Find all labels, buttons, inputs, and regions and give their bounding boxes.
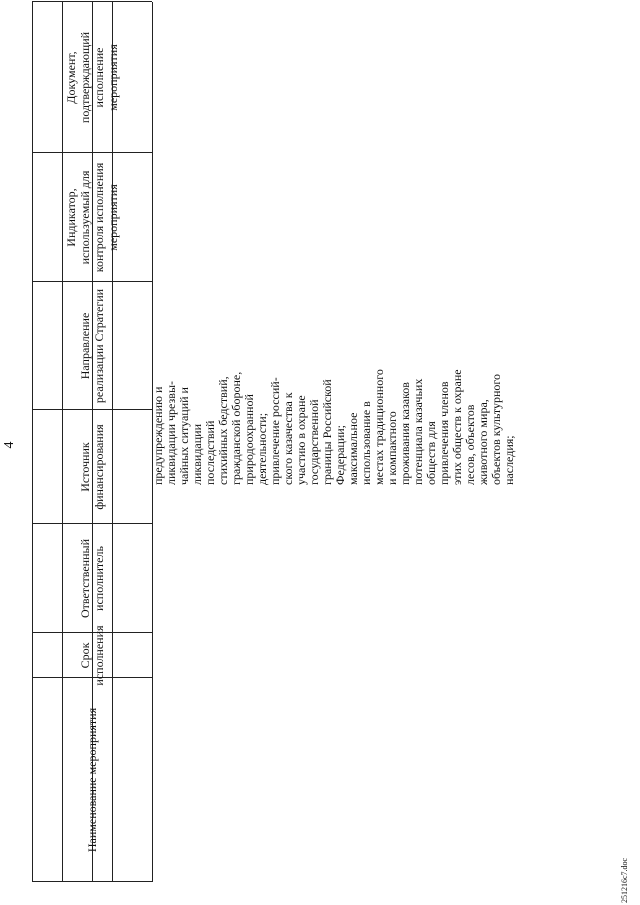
text-line: чайных ситуаций и: [177, 387, 191, 485]
text-line: максимальное: [346, 412, 360, 485]
strategy-direction-text: [152, 140, 516, 485]
text-line: и компактного: [385, 411, 399, 485]
header-confirming-document: [32, 2, 152, 153]
text-line: границы Российской: [320, 379, 334, 485]
header-event-name-line-1: Наименование мероприятия: [85, 707, 99, 853]
text-line: проживания казаков: [398, 382, 412, 485]
text-line: потенциала казачьих: [411, 378, 425, 485]
header-funding-source-line-1: Источник: [78, 442, 92, 492]
text-line: стихийных бедствий,: [216, 376, 230, 485]
text-line: гражданской обороне,: [229, 371, 243, 485]
header-confirming-document-line-1: Документ,: [64, 51, 78, 104]
text-line: Федерации;: [333, 424, 347, 485]
header-responsible: [32, 524, 152, 633]
header-funding-source-line-2: финансирования: [92, 424, 106, 510]
header-deadline-line-1: Срок: [78, 642, 92, 669]
header-event-name: [32, 678, 152, 882]
text-line: этих обществ к охране: [450, 369, 464, 485]
header-confirming-document-line-4: мероприятия: [106, 44, 120, 111]
header-indicator: [32, 153, 152, 282]
text-line: государственной: [307, 399, 321, 485]
text-line: природоохранной: [242, 394, 256, 485]
header-indicator-line-4: мероприятия: [106, 184, 120, 251]
header-strategy-direction-line-1: Направление: [78, 312, 92, 380]
text-line: животного мира,: [476, 399, 490, 485]
header-responsible-line-2: исполнитель: [92, 546, 106, 611]
header-indicator-line-3: контроля исполнения: [92, 162, 106, 273]
header-indicator-line-2: используемый для: [78, 170, 92, 265]
text-line: предупреждению и: [151, 386, 165, 485]
text-line: последствий: [203, 420, 217, 485]
text-line: участию в охране: [294, 395, 308, 485]
header-responsible-line-1: Ответственный: [78, 538, 92, 619]
header-confirming-document-line-2: подтверждающий: [78, 31, 92, 124]
header-strategy-direction-line-2: реализации Стратегии: [92, 288, 106, 404]
text-line: обществ для: [424, 421, 438, 485]
text-line: использование в: [359, 401, 373, 485]
text-line: деятельности;: [255, 412, 269, 485]
header-deadline-line-2: исполнения: [92, 625, 106, 686]
text-line: объектов культурного: [489, 373, 503, 485]
text-line: привлечение россий-: [268, 377, 282, 485]
text-line: ликвидации чрезвы-: [164, 381, 178, 485]
text-line: ского казачества к: [281, 392, 295, 485]
text-line: ликвидации: [190, 423, 204, 485]
text-line: местах традиционного: [372, 369, 386, 485]
text-line: наследия;: [502, 435, 516, 485]
header-confirming-document-line-3: исполнение: [92, 47, 106, 108]
header-strategy-direction: [32, 282, 152, 410]
header-indicator-line-1: Индикатор,: [64, 188, 78, 247]
header-funding-source: [32, 410, 152, 524]
text-line: лесов, объектов: [463, 404, 477, 485]
header-deadline: [32, 625, 152, 686]
page-number: 4: [2, 441, 17, 449]
document-code: 251216с7.doc: [620, 857, 629, 903]
text-line: привлечения членов: [437, 381, 451, 485]
